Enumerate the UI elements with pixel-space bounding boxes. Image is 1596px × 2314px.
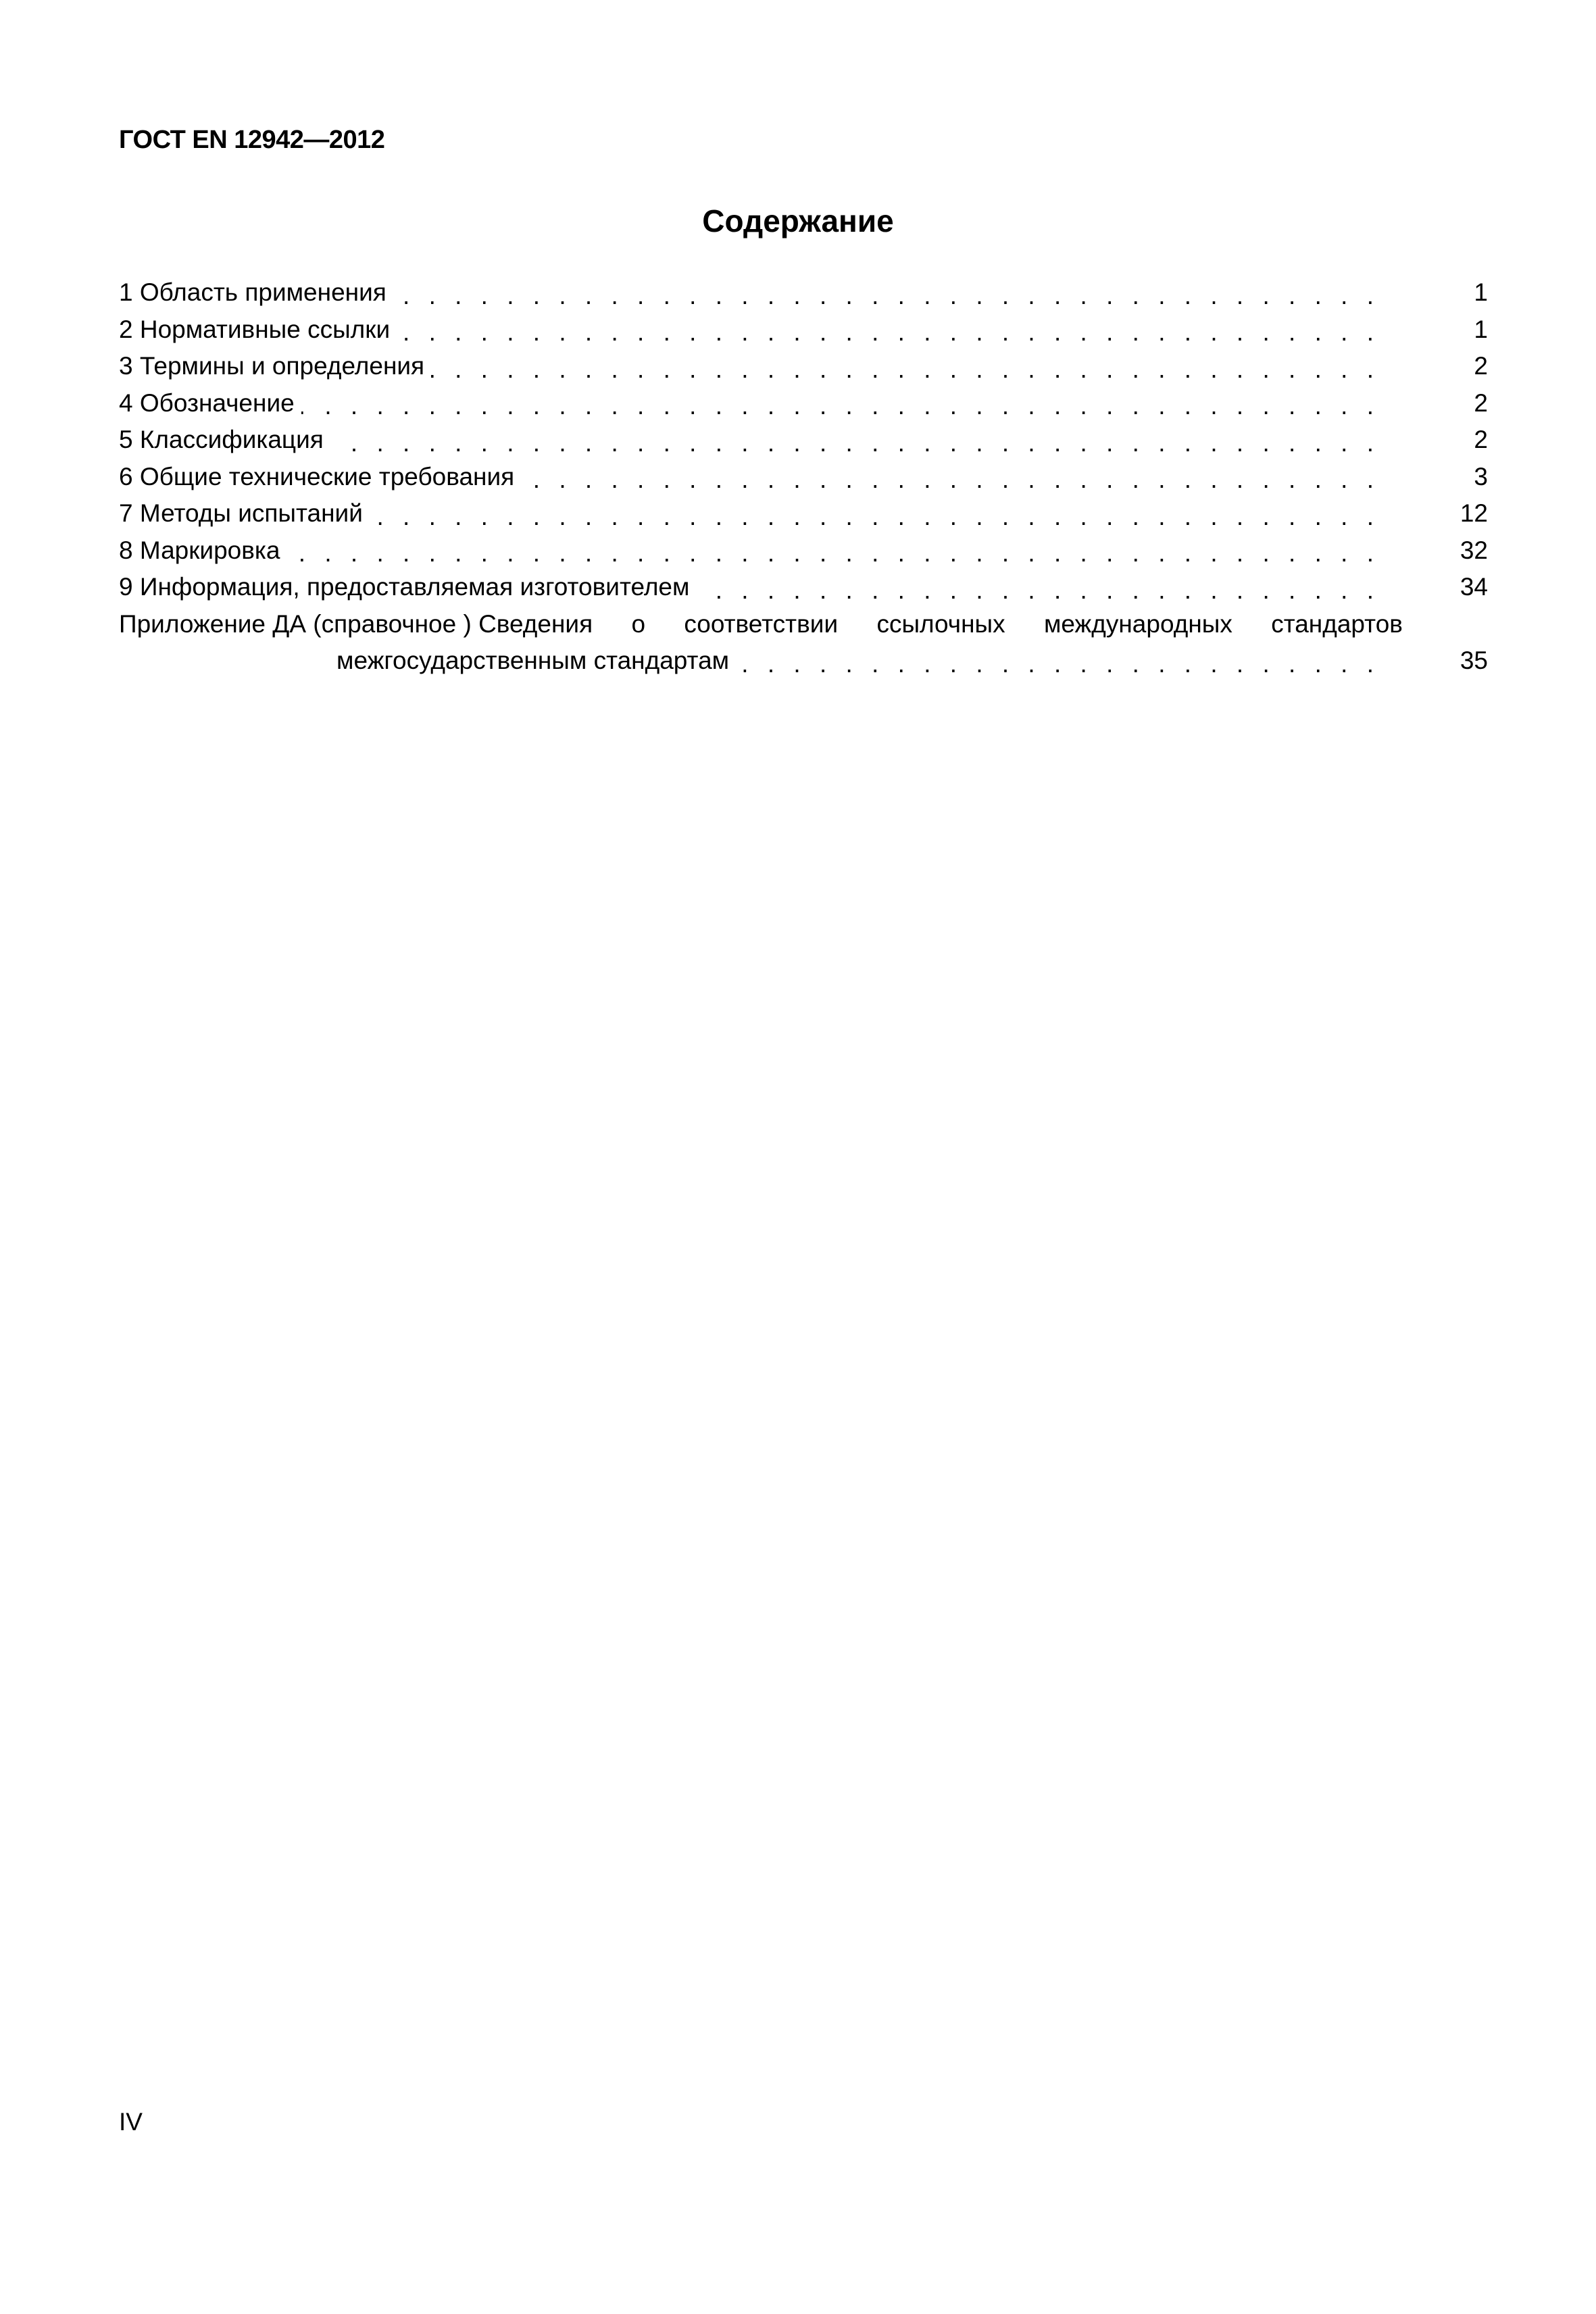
- toc-entry-page: 2: [1474, 426, 1488, 453]
- toc-entry[interactable]: [119, 352, 1488, 389]
- toc-entry-page: 1: [1474, 278, 1488, 306]
- toc-entry-page: 2: [1474, 388, 1488, 417]
- toc-entry-label: 9 Информация, предоставляемая изготовителем: [119, 573, 690, 601]
- toc-entry-page: 3: [1474, 462, 1488, 491]
- toc-leader-dots: [696, 578, 1380, 605]
- toc-entry-label: 2 Нормативные ссылки: [119, 315, 391, 343]
- toc-leader-dots: [287, 540, 1380, 568]
- toc-entry-label: 3 Термины и определения: [119, 352, 425, 380]
- toc-leader-dots: [370, 504, 1380, 531]
- toc-title: Содержание: [702, 203, 894, 238]
- toc-entry-page: 35: [1460, 647, 1488, 674]
- toc-entry-page: 34: [1460, 573, 1488, 601]
- toc-leader-dots: [301, 393, 1380, 420]
- toc-entry-label: 5 Классификация: [119, 426, 324, 453]
- toc-entry-page: 32: [1460, 536, 1488, 564]
- toc-entry-label: 6 Общие технические требования: [119, 462, 515, 491]
- toc-leader-dots: [330, 430, 1380, 457]
- toc-entry-label: межгосударственным стандартам: [336, 647, 730, 674]
- toc-entry[interactable]: [119, 463, 1488, 500]
- toc-leader-dots: [431, 357, 1380, 384]
- toc-leader-dots: [393, 283, 1380, 310]
- toc-entry[interactable]: [119, 278, 1488, 316]
- toc-annex-word: стандартов: [1271, 609, 1403, 638]
- page-number: IV: [119, 2108, 143, 2136]
- toc-entry[interactable]: [119, 536, 1488, 574]
- toc-annex-word: Приложение ДА (справочное ) Сведения: [119, 609, 593, 638]
- toc-entry-label: 8 Маркировка: [119, 536, 280, 564]
- toc-entry-page: 12: [1460, 499, 1488, 527]
- document-code: ГОСТ EN 12942—2012: [119, 126, 385, 154]
- toc-annex-entry[interactable]: [119, 610, 1488, 684]
- toc-entry[interactable]: [119, 499, 1488, 536]
- toc-annex-word: международных: [1043, 609, 1232, 638]
- toc-leader-dots: [397, 320, 1380, 347]
- table-of-contents: [119, 278, 1488, 684]
- toc-leader-dots: [736, 651, 1380, 678]
- toc-entry-page: 1: [1474, 315, 1488, 343]
- toc-entry-label: 1 Область применения: [119, 278, 386, 306]
- toc-annex-word: о: [631, 609, 646, 638]
- toc-annex-title-line: [119, 610, 1403, 647]
- toc-entry[interactable]: [119, 573, 1488, 610]
- toc-entry-page: 2: [1474, 352, 1488, 380]
- toc-annex-word: ссылочных: [876, 609, 1005, 638]
- toc-entry[interactable]: [119, 426, 1488, 463]
- toc-entry[interactable]: [119, 316, 1488, 353]
- toc-entry[interactable]: [119, 389, 1488, 426]
- toc-entry-label: 7 Методы испытаний: [119, 499, 363, 527]
- toc-annex-continuation: [119, 647, 1488, 684]
- toc-annex-word: соответствии: [684, 609, 839, 638]
- toc-entry-label: 4 Обозначение: [119, 388, 295, 417]
- toc-leader-dots: [521, 467, 1380, 494]
